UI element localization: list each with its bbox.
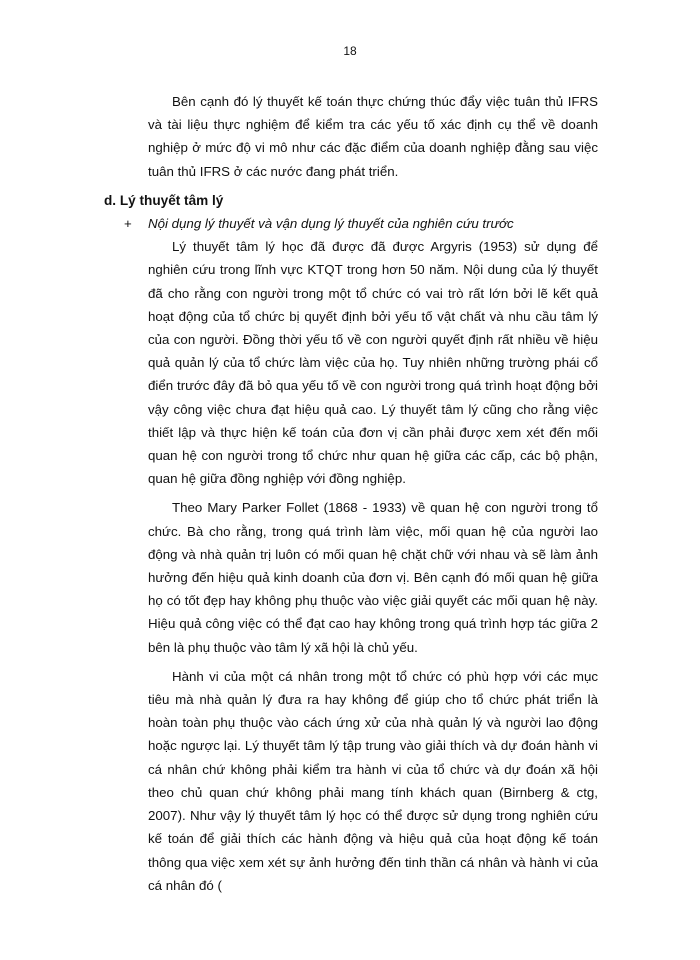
page-number: 18 [343,44,357,58]
bullet-mark: + [124,216,132,232]
paragraph-follet: Theo Mary Parker Follet (1868 - 1933) về quan hệ con người trong tổ chức. Bà cho rằng, trong quá trình làm việc, mối quan hệ của người lao động và nhà quản trị luôn có mối quan hệ chặt chữ với nhau và sẽ làm ảnh hưởng đến hiệu quả kinh doanh của đơn vị. Bên cạnh đó mối quan hệ giữa họ có tốt đẹp hay không phụ thuộc vào việc giải quyết các mối quan hệ này. Hiệu quả công việc có thể đạt cao hay không trong quá trình hợp tác giữa 2 bên là phụ thuộc vào tâm lý xã hội là chủ yếu. [148,500,598,655]
paragraph-argyris: Lý thuyết tâm lý học đã được đã được Argyris (1953) sử dụng để nghiên cứu trong lĩnh vực KTQT trong hơn 50 năm. Nội dung của lý thuyết đã cho rằng con người trong một tổ chức có vai trò rất lớn bởi lẽ kết quả hoạt động của tổ chức bị quyết định bởi yếu tố vật chất và nhu cầu tâm lý của con người. Đồng thời yếu tố về con người quyết định rất nhiều về hiệu quả quản lý của tổ chức làm việc của họ. Tuy nhiên những trường phái cổ điển trước đây đã bỏ qua yếu tố về con người trong quá trình hoạt động bởi vậy công việc chưa đạt hiệu quả cao. Lý thuyết tâm lý cũng cho rằng việc thiết lập và thực hiện kế toán của đơn vị cần phải được xem xét đến mối quan hệ con người trong tổ chức như quan hệ giữa các cấp, các bộ phận, quan hệ giữa đồng nghiệp với đồng nghiệp. [148,239,598,487]
bullet-text: Nội dụng lý thuyết và vận dụng lý thuyết của nghiên cứu trước [148,216,514,232]
document-body [104,90,598,897]
section-heading: d. Lý thuyết tâm lý [104,192,224,208]
paragraph-ifrs: Bên cạnh đó lý thuyết kế toán thực chứng thúc đẩy việc tuân thủ IFRS và tài liệu thực nghiệm để kiểm tra các yếu tố xác định cụ thể về doanh nghiệp ở mức độ vi mô như các đặc điểm của doanh nghiệp đằng sau việc tuân thủ IFRS ở các nước đang phát triển. [148,94,598,179]
paragraph-behavior: Hành vi của một cá nhân trong một tổ chức có phù hợp với các mục tiêu mà nhà quản lý đưa ra hay không để giúp cho tổ chức phát triển là hoàn toàn phụ thuộc vào cách ứng xử của nhà quản lý và người lao động hoặc ngược lại. Lý thuyết tâm lý tập trung vào giải thích và dự đoán hành vi cá nhân chứ không phải kiểm tra hành vi của tổ chức và dự đoán xã hội theo chủ quan chứ không phải mang tính khách quan (Birnberg & ctg, 2007). Như vậy lý thuyết tâm lý học có thể được sử dụng trong nghiên cứu kế toán để giải thích các hành động và hiệu quả của hoạt động kế toán thông qua việc xem xét sự ảnh hưởng đến tinh thần cá nhân và hành vi của cá nhân đó ( [148,668,598,893]
bullet-item [124,212,598,235]
